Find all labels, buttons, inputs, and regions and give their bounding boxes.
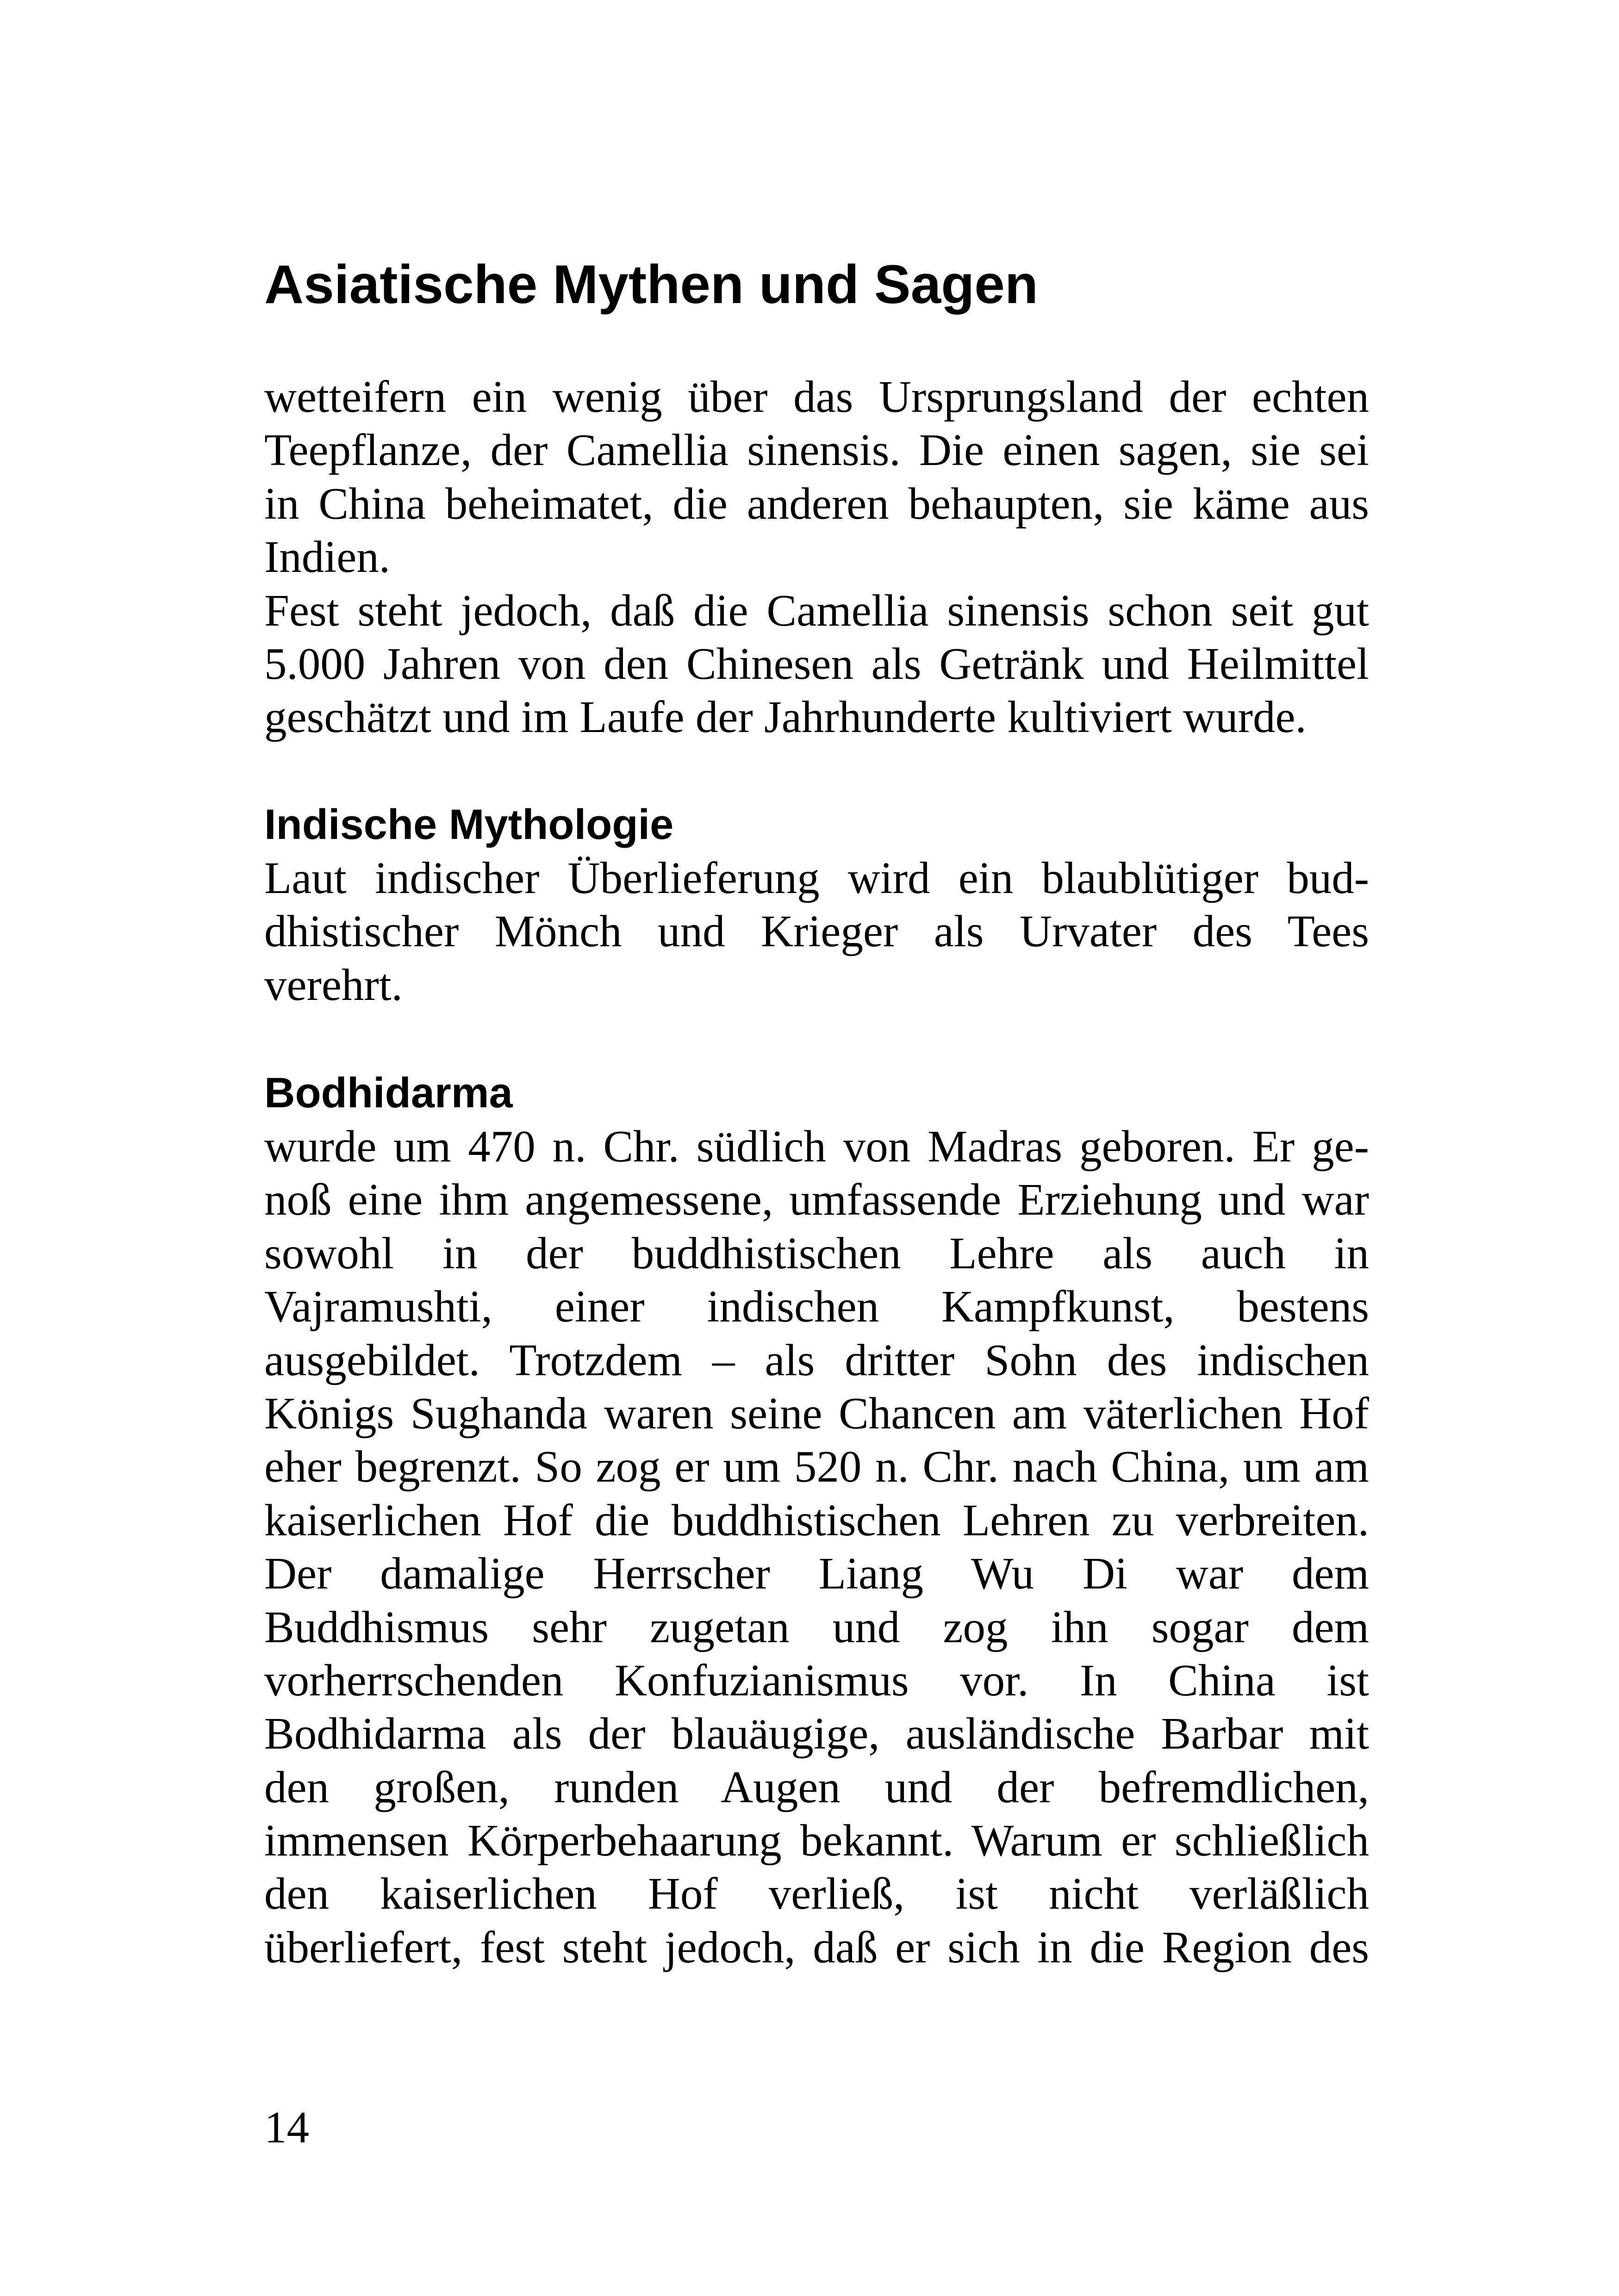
text-line: Fest steht jedoch, daß die Camellia sinensis schon seit gut	[264, 585, 1369, 635]
text-line: wurde um 470 n. Chr. südlich von Madras geboren. Er ge-	[264, 1122, 1369, 1171]
text-line: noß eine ihm angemessene, umfassende Erziehung und war	[264, 1175, 1369, 1225]
text-line: geschätzt und im Laufe der Jahrhunderte kultiviert wurde.	[264, 692, 1307, 742]
text-line: vorherrschenden Konfuzianismus vor. In China ist	[264, 1655, 1369, 1705]
intro-paragraph	[264, 370, 1369, 744]
text-line: Bodhidarma als der blauäugige, ausländische Barbar mit	[264, 1709, 1369, 1759]
text-line: überliefert, fest steht jedoch, daß er sich in die Region des	[264, 1922, 1369, 1972]
section-bodhidarma	[264, 1067, 1369, 1974]
text-line: 5.000 Jahren von den Chinesen als Getränk und Heilmittel	[264, 639, 1369, 689]
text-line: in China beheimatet, die anderen behaupten, sie käme aus	[264, 478, 1369, 528]
text-line: Teepflanze, der Camellia sinensis. Die einen sagen, sie sei	[264, 425, 1369, 475]
text-line: ausgebildet. Trotzdem – als dritter Sohn des indischen	[264, 1335, 1369, 1385]
text-line: Laut indischer Überlieferung wird ein blaublütiger bud-	[264, 853, 1369, 903]
text-line: sowohl in der buddhistischen Lehre als auch in	[264, 1228, 1369, 1278]
text-line: wetteifern ein wenig über das Ursprungsland der echten	[264, 372, 1369, 422]
section-indian-mythology	[264, 798, 1369, 1011]
text-line: dhistischer Mönch und Krieger als Urvater des Tees	[264, 906, 1369, 956]
text-line: Indien.	[264, 532, 391, 582]
text-line: den großen, runden Augen und der befremdlichen,	[264, 1762, 1369, 1812]
text-line: verehrt.	[264, 960, 403, 1010]
text-line: Buddhismus sehr zugetan und zog ihn sogar dem	[264, 1602, 1369, 1652]
text-line: kaiserlichen Hof die buddhistischen Lehren zu verbreiten.	[264, 1495, 1369, 1545]
section-paragraph	[264, 1120, 1369, 1974]
page-number: 14	[264, 2103, 309, 2152]
text-line: eher begrenzt. So zog er um 520 n. Chr. nach China, um am	[264, 1442, 1369, 1492]
text-line: den kaiserlichen Hof verließ, ist nicht verläßlich	[264, 1869, 1369, 1919]
text-line: Der damalige Herrscher Liang Wu Di war dem	[264, 1549, 1369, 1599]
section-heading: Indische Mythologie	[264, 801, 674, 848]
text-line: immensen Körperbehaarung bekannt. Warum er schließlich	[264, 1816, 1369, 1866]
section-paragraph	[264, 851, 1369, 1011]
running-head: Asiatische Mythen und Sagen	[264, 254, 1038, 315]
text-line: Vajramushti, einer indischen Kampfkunst, bestens	[264, 1282, 1369, 1332]
text-line: Königs Sughanda waren seine Chancen am väterlichen Hof	[264, 1388, 1369, 1438]
section-heading: Bodhidarma	[264, 1069, 513, 1117]
